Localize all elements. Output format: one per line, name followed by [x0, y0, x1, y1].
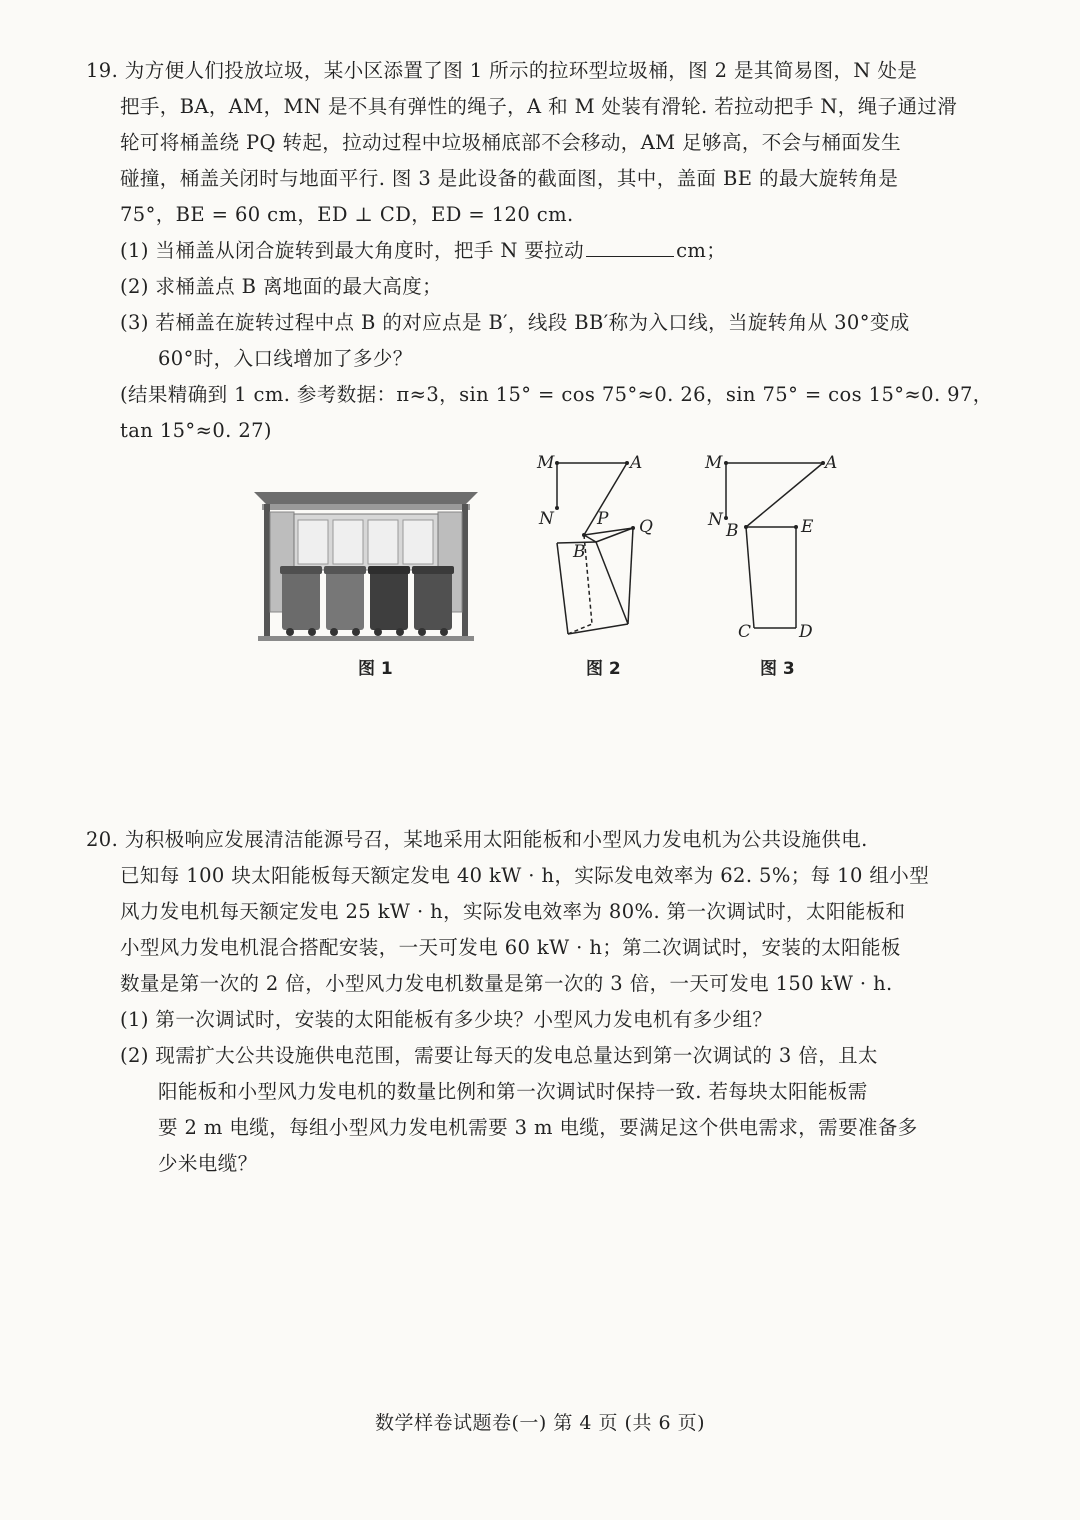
fig3-label-E: E: [801, 517, 814, 537]
q20-stem-line-1: 20. 为积极响应发展清洁能源号召，某地采用太阳能板和小型风力发电机为公共设施供电.: [86, 828, 868, 851]
q19-stem-line-1: 19. 为方便人们投放垃圾，某小区添置了图 1 所示的拉环型垃圾桶，图 2 是其简易图，N 处是: [86, 59, 918, 82]
fig2-label-M: M: [537, 453, 555, 473]
fig2-label-Q: Q: [639, 517, 653, 537]
q19-stem-line-5: 75°，BE = 60 cm，ED ⊥ CD，ED = 120 cm.: [120, 203, 574, 226]
q19-reference-line-1: (结果精确到 1 cm. 参考数据：π≈3，sin 15° = cos 75°≈0. 26，sin 75° = cos 15°≈0. 97，: [120, 383, 993, 406]
q19-stem-line-3: 轮可将桶盖绕 PQ 转起，拉动过程中垃圾桶底部不会移动，AM 足够高，不会与桶面发生: [120, 131, 902, 154]
fig3-label-C: C: [738, 622, 752, 642]
fig3-label-N: N: [708, 510, 723, 530]
fig3-label-M: M: [705, 453, 723, 473]
answer-blank: [586, 238, 674, 257]
q19-part-2: (2) 求桶盖点 B 离地面的最大高度；: [120, 275, 443, 298]
q19-stem-line-4: 碰撞，桶盖关闭时与地面平行. 图 3 是此设备的截面图，其中，盖面 BE 的最大旋转角是: [120, 167, 899, 190]
q20-part-2-line-1: (2) 现需扩大公共设施供电范围，需要让每天的发电总量达到第一次调试的 3 倍，且太: [120, 1044, 878, 1067]
figure-1-caption: 图 1: [358, 659, 393, 679]
figure-2-diagram: [530, 448, 670, 648]
figure-3-diagram: [700, 448, 850, 648]
q20-part-2-line-3: 要 2 m 电缆，每组小型风力发电机需要 3 m 电缆，要满足这个供电需求，需要准备多: [158, 1116, 918, 1139]
q19-part-1-text: (1) 当桶盖从闭合旋转到最大角度时，把手 N 要拉动: [120, 239, 585, 262]
fig3-label-B: B: [726, 521, 739, 541]
q20-stem-line-5: 数量是第一次的 2 倍，小型风力发电机数量是第一次的 3 倍，一天可发电 150 kW · h.: [120, 972, 893, 995]
fig3-label-A: A: [825, 453, 838, 473]
figure-1-photo: [252, 484, 480, 644]
figure-3-caption: 图 3: [760, 659, 795, 679]
fig2-label-B: B: [573, 542, 586, 562]
q20-stem-line-2: 已知每 100 块太阳能板每天额定发电 40 kW · h，实际发电效率为 62. 5%；每 10 组小型: [120, 864, 930, 887]
q19-part-1-unit: cm；: [676, 239, 727, 262]
q20-stem-line-4: 小型风力发电机混合搭配安装，一天可发电 60 kW · h；第二次调试时，安装的太阳能板: [120, 936, 901, 959]
q20-part-2-line-2: 阳能板和小型风力发电机的数量比例和第一次调试时保持一致. 若每块太阳能板需: [158, 1080, 868, 1103]
q20-part-2-line-4: 少米电缆？: [158, 1152, 258, 1175]
q20-stem-line-3: 风力发电机每天额定发电 25 kW · h，实际发电效率为 80%. 第一次调试时，太阳能板和: [120, 900, 906, 923]
q19-part-1: [120, 237, 726, 265]
q19-part-3-line-1: (3) 若桶盖在旋转过程中点 B 的对应点是 B′，线段 BB′称为入口线，当旋转角从 30°变成: [120, 311, 910, 334]
q19-reference-line-2: tan 15°≈0. 27): [120, 419, 272, 442]
q20-part-1: (1) 第一次调试时，安装的太阳能板有多少块？小型风力发电机有多少组？: [120, 1008, 773, 1031]
fig3-label-D: D: [799, 622, 813, 642]
figure-2-caption: 图 2: [586, 659, 621, 679]
page-footer: 数学样卷试题卷(一) 第 4 页 (共 6 页): [374, 1412, 706, 1434]
fig2-label-N: N: [539, 509, 554, 529]
q19-part-3-line-2: 60°时，入口线增加了多少？: [158, 347, 413, 370]
q19-stem-line-2: 把手，BA，AM，MN 是不具有弹性的绳子，A 和 M 处装有滑轮. 若拉动把手 N，绳子通过滑: [120, 95, 958, 118]
fig2-label-P: P: [597, 509, 609, 529]
fig2-label-A: A: [630, 453, 643, 473]
